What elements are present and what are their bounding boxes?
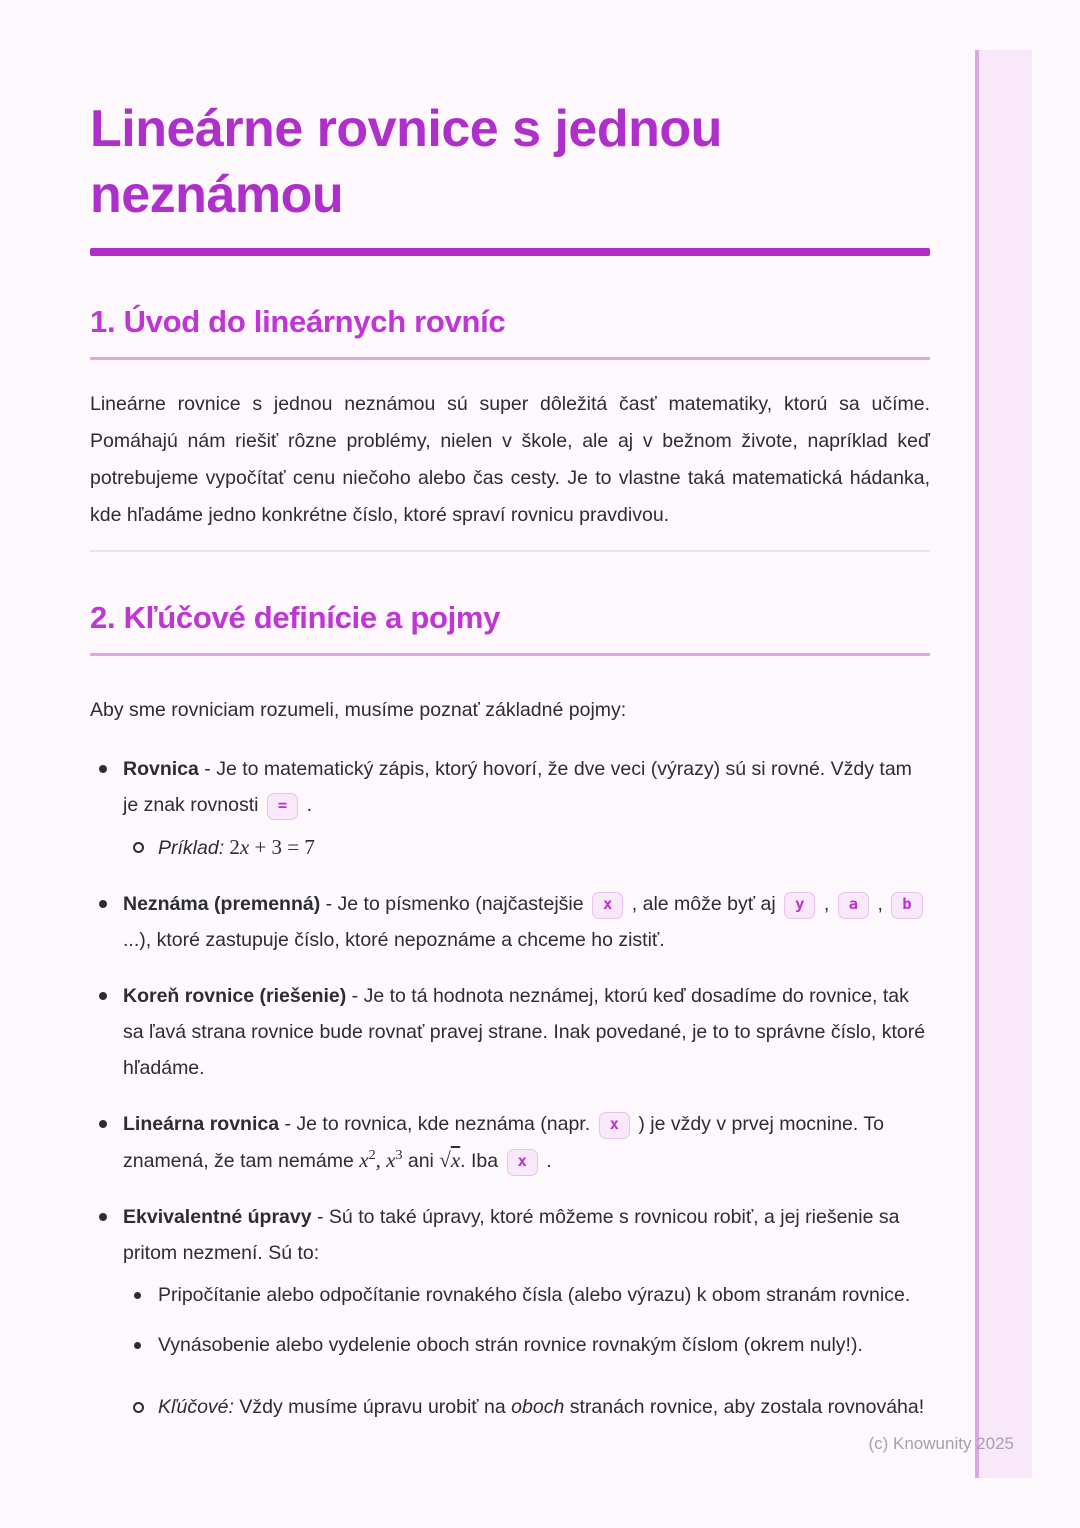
- text-segment: ...), ktoré zastupuje číslo, ktoré nepoznáme a chceme ho zistiť.: [123, 929, 665, 951]
- text-segment: Príklad:: [158, 837, 225, 859]
- code-pill: a: [838, 892, 869, 919]
- text-segment: x: [359, 1148, 369, 1172]
- text-segment: ,: [375, 1148, 387, 1172]
- text-segment: stranách rovnice, aby zostala rovnováha!: [564, 1396, 925, 1418]
- code-pill: x: [592, 892, 623, 919]
- definitions-list: [90, 751, 930, 1425]
- text-segment: Lineárna rovnica: [123, 1113, 280, 1135]
- sub-item-text: [158, 837, 315, 859]
- code-pill: x: [599, 1112, 630, 1139]
- list-item-text: [123, 985, 925, 1079]
- text-segment: , ale môže byť aj: [626, 893, 782, 915]
- text-segment: Kľúčové:: [158, 1396, 234, 1418]
- text-segment: .: [540, 1150, 552, 1172]
- code-pill: y: [784, 892, 815, 919]
- page-title: Lineárne rovnice s jednou neznámou: [90, 100, 722, 224]
- text-segment: Vždy musíme úpravu urobiť na: [233, 1396, 512, 1418]
- code-pill: b: [891, 892, 922, 919]
- list-item-rovnica: [90, 751, 930, 866]
- text-segment: Neznáma (premenná): [123, 893, 321, 915]
- list-item-linearna-rovnica: [90, 1106, 930, 1179]
- text-segment: Rovnica: [123, 758, 199, 780]
- text-segment: . Iba: [460, 1150, 504, 1172]
- section-divider: [90, 550, 930, 552]
- text-segment: ani: [402, 1150, 440, 1172]
- list-item-text: [123, 758, 912, 816]
- text-segment: ,: [818, 893, 835, 915]
- text-segment: x: [239, 835, 250, 859]
- text-segment: oboch: [511, 1396, 565, 1418]
- text-segment: - Je to tá hodnota neznámej, ktorú keď dosadíme do rovnice, tak sa ľavá strana rovnice bude rovnať pravej strane. Inak povedané, je to to správne číslo, ktoré hľadáme.: [123, 985, 926, 1079]
- text-segment: - Je to rovnica, kde neznáma (napr.: [279, 1113, 596, 1135]
- text-segment: 2: [224, 835, 240, 859]
- sub-item-text: [158, 1284, 910, 1306]
- section-1-paragraph: Lineárne rovnice s jednou neznámou sú super dôležitá časť matematiky, ktorú sa učíme. Pomáhajú nám riešiť rôzne problémy, nielen v škole, ale aj v bežnom živote, napríklad keď potrebujeme vypočítať cenu niečoho alebo čas cesty. Je to vlastne taká matematická hádanka, kde hľadáme jedno konkrétne číslo, ktoré spraví rovnicu pravdivou.: [90, 393, 930, 526]
- sub-item-text: [158, 1396, 924, 1418]
- text-segment: x: [386, 1148, 396, 1172]
- text-segment: 2: [368, 1148, 376, 1163]
- code-pill: =: [267, 793, 298, 820]
- text-segment: ,: [872, 893, 889, 915]
- title-rule: [90, 248, 930, 256]
- list-item-ekvivalentne-upravy: [90, 1199, 930, 1425]
- sub-list: [125, 1277, 930, 1425]
- list-item-koren: [90, 978, 930, 1086]
- text-segment: - Je to matematický zápis, ktorý hovorí, že dve veci (výrazy) sú si rovné. Vždy tam je znak rovnosti: [123, 758, 912, 816]
- text-segment: - Je to písmenko (najčastejšie: [320, 893, 590, 915]
- page-content: [90, 0, 930, 1445]
- code-pill: x: [507, 1149, 538, 1176]
- text-segment: - Sú to také úpravy, ktoré môžeme s rovnicou robiť, a jej riešenie sa pritom nezmení. Sú to:: [123, 1206, 900, 1264]
- text-segment: Pripočítanie alebo odpočítanie rovnakého čísla (alebo výrazu) k obom stranám rovnice.: [158, 1284, 911, 1306]
- list-item-text: [123, 1206, 899, 1264]
- text-segment: Ekvivalentné úpravy: [123, 1206, 312, 1228]
- sub-item-pripocitanie: [125, 1277, 930, 1313]
- footer-credit: (c) Knowunity 2025: [868, 1434, 1014, 1453]
- section-2-intro: Aby sme rovniciam rozumeli, musíme poznať základné pojmy:: [90, 699, 627, 721]
- text-segment: ) je vždy v prvej mocnine. To znamená, že tam nemáme: [123, 1113, 884, 1172]
- side-accent-bar: [975, 50, 1032, 1478]
- sub-item-text: [158, 1334, 863, 1356]
- sub-list: [125, 829, 930, 866]
- text-segment: Vynásobenie alebo vydelenie oboch strán rovnice rovnakým číslom (okrem nuly!).: [158, 1334, 863, 1356]
- text-segment: + 3 = 7: [249, 835, 315, 859]
- section-heading-1: 1. Úvod do lineárnych rovníc: [90, 302, 930, 360]
- sub-item-vynasobenie: [125, 1327, 930, 1363]
- sub-item-klucove: [125, 1389, 930, 1425]
- text-segment: √x: [439, 1148, 461, 1172]
- list-item-text: [123, 893, 926, 951]
- list-item-text: [123, 1113, 884, 1172]
- text-segment: Koreň rovnice (riešenie): [123, 985, 347, 1007]
- text-segment: .: [301, 794, 313, 816]
- sub-item-priklad: [125, 829, 930, 866]
- list-item-neznama: [90, 886, 930, 958]
- section-heading-2: 2. Kľúčové definície a pojmy: [90, 598, 930, 656]
- text-segment: 3: [395, 1148, 403, 1163]
